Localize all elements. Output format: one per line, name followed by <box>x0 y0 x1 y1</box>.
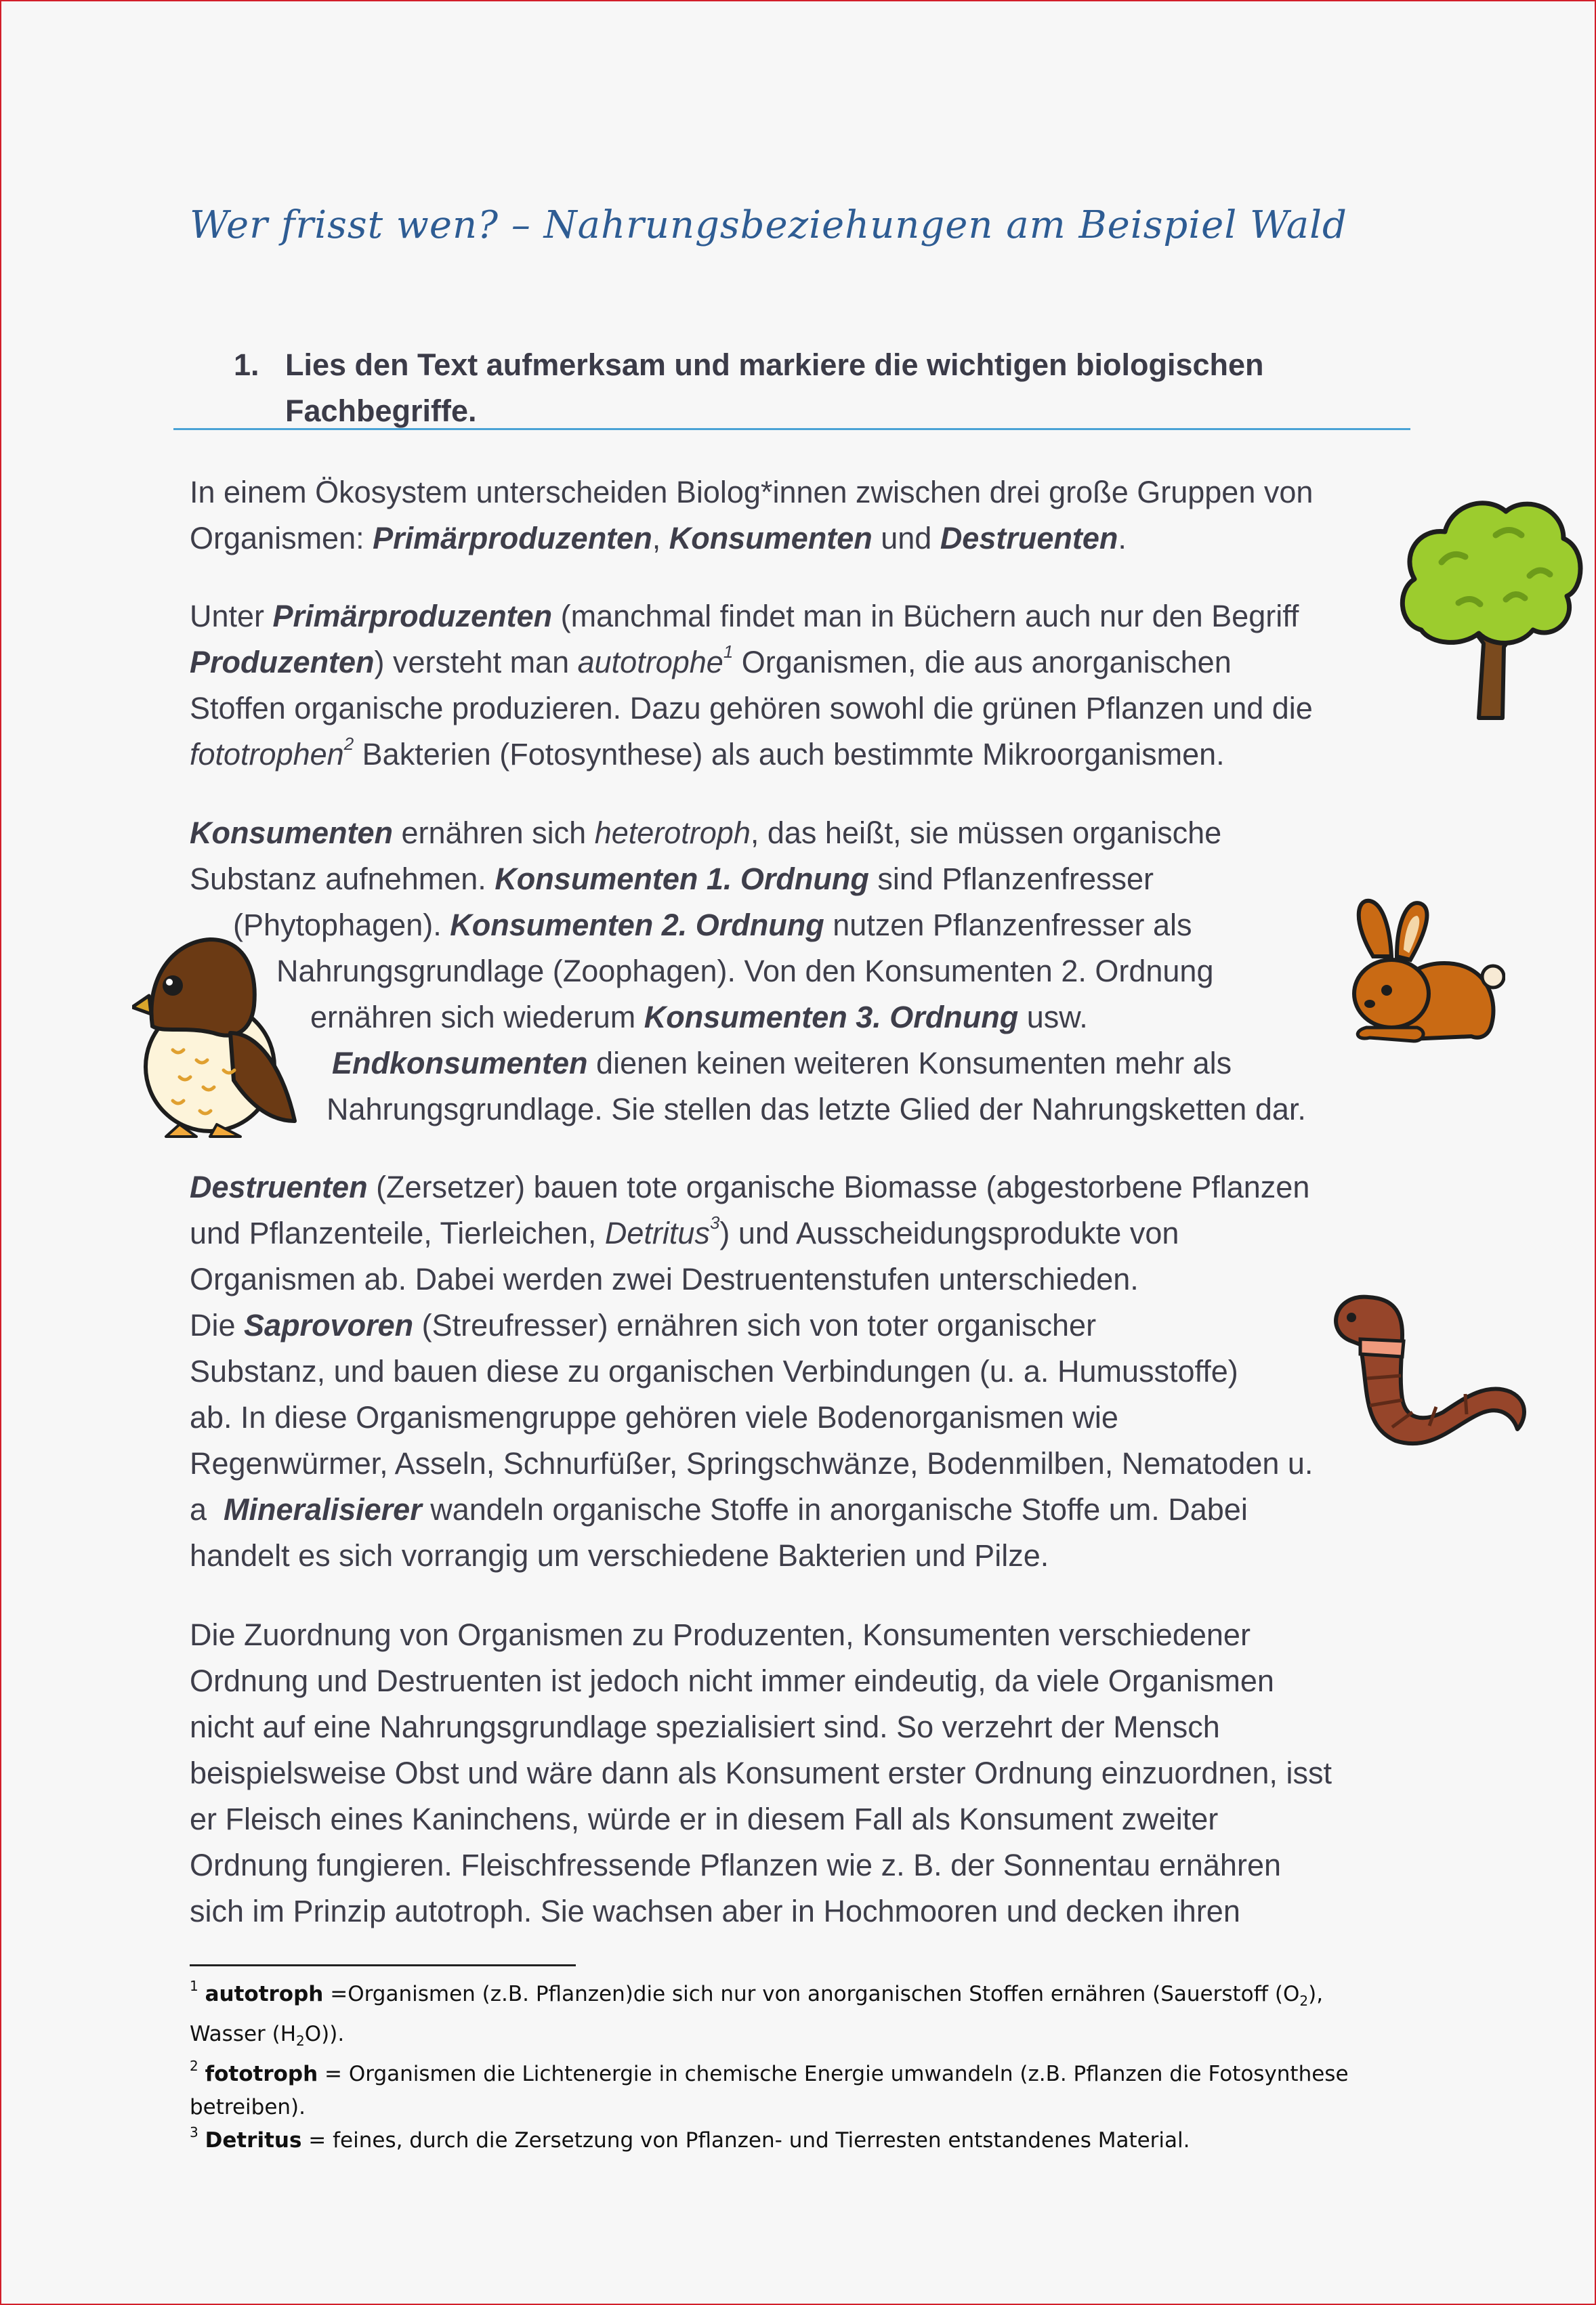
term-primaerproduzenten: Primärproduzenten <box>272 599 553 633</box>
paragraph-groups <box>190 469 1402 562</box>
text-line: Regenwürmer, Asseln, Schnurfüßer, Springschwänze, Bodenmilben, Nematoden u. <box>190 1446 1314 1481</box>
footnote-ref: 2 <box>343 734 354 754</box>
text-line: Substanz, und bauen diese zu organischen Verbindungen (u. a. Humusstoffe) <box>190 1354 1238 1389</box>
task-text <box>285 342 1369 434</box>
footnote-divider <box>190 1964 576 1966</box>
term-konsumenten: Konsumenten <box>190 816 394 850</box>
footnote-ref: 1 <box>723 641 734 662</box>
term-konsumenten-2: Konsumenten 2. Ordnung <box>450 908 824 942</box>
tree-icon <box>1394 488 1584 721</box>
worm-icon <box>1321 1284 1538 1450</box>
text-line: Ordnung fungieren. Fleischfressende Pflanzen wie z. B. der Sonnentau ernähren <box>190 1848 1281 1882</box>
text-line: Organismen ab. Dabei werden zwei Destruentenstufen unterschieden. <box>190 1262 1139 1296</box>
task-line: Fachbegriffe. <box>285 394 477 428</box>
text-line: Die Zuordnung von Organismen zu Produzenten, Konsumenten verschiedener <box>190 1617 1251 1652</box>
text-line: Organismen: Primärproduzenten, Konsumenten und Destruenten. <box>190 521 1127 555</box>
text-line: er Fleisch eines Kaninchens, würde er in diesem Fall als Konsument zweiter <box>190 1802 1219 1836</box>
page-title: Wer frisst wen? – Nahrungsbeziehungen am Beispiel Wald <box>190 203 1347 247</box>
text-line: handelt es sich vorrangig um verschiedene Bakterien und Pilze. <box>190 1538 1049 1573</box>
term-konsumenten: Konsumenten <box>669 521 873 555</box>
paragraph-destruenten <box>190 1164 1402 1579</box>
footnote-1: $^1$ autotroph =Organismen (z.B. Pflanzen)die sich nur von anorganischen Stoffen ernähren (Sauerstoff $(O_2)$, <box>190 1977 1324 2010</box>
term-saprovoren: Saprovoren <box>244 1308 414 1342</box>
footnote-2-cont: betreiben). <box>190 2095 306 2120</box>
text-line: Destruenten (Zersetzer) bauen tote organische Biomasse (abgestorbene Pflanzen <box>190 1170 1310 1204</box>
text-line: a Mineralisierer wandeln organische Stoffe in anorganische Stoffe um. Dabei <box>190 1492 1248 1527</box>
footnote-3: $^3$ Detritus = feines, durch die Zersetzung von Pflanzen- und Tierresten entstandenes Material. <box>190 2124 1190 2153</box>
paragraph-konsumenten <box>190 810 1402 1133</box>
term-primaerproduzenten: Primärproduzenten <box>373 521 652 555</box>
task-number: 1. <box>234 347 259 382</box>
bird-icon <box>132 931 301 1141</box>
term-konsumenten-3: Konsumenten 3. Ordnung <box>644 1000 1019 1034</box>
text-line: Substanz aufnehmen. Konsumenten 1. Ordnung sind Pflanzenfresser <box>190 862 1154 896</box>
text-line: sich im Prinzip autotroph. Sie wachsen aber in Hochmooren und decken ihren <box>190 1894 1240 1928</box>
term-destruenten: Destruenten <box>940 521 1118 555</box>
text-line: und Pflanzenteile, Tierleichen, Detritus$^3$) und Ausscheidungsprodukte von <box>190 1212 1179 1250</box>
text-line: Produzenten) versteht man autotrophe$^1$ Organismen, die aus anorganischen <box>190 641 1232 679</box>
text-line: ernähren sich wiederum Konsumenten 3. Ordnung usw. <box>310 1000 1088 1034</box>
footnote-1-cont: Wasser $(H_2O)$). <box>190 2022 345 2050</box>
term-mineralisierer: Mineralisierer <box>224 1492 422 1527</box>
term-konsumenten-1: Konsumenten 1. Ordnung <box>495 862 869 896</box>
term-endkonsumenten: Endkonsumenten <box>332 1046 588 1080</box>
task-divider <box>173 428 1410 430</box>
term-produzenten: Produzenten <box>190 645 375 679</box>
text-line: Die Saprovoren (Streufresser) ernähren sich von toter organischer <box>190 1308 1097 1342</box>
text-line: Ordnung und Destruenten ist jedoch nicht immer eindeutig, da viele Organismen <box>190 1664 1274 1698</box>
text-line: ab. In diese Organismengruppe gehören viele Bodenorganismen wie <box>190 1400 1118 1435</box>
text-line: fototrophen$^2$ Bakterien (Fotosynthese) als auch bestimmte Mikroorganismen. <box>190 734 1225 771</box>
text-line: beispielsweise Obst und wäre dann als Konsument erster Ordnung einzuordnen, isst <box>190 1756 1332 1790</box>
paragraph-produzenten <box>190 593 1402 778</box>
term-destruenten: Destruenten <box>190 1170 368 1204</box>
footnote-ref: 3 <box>709 1212 720 1233</box>
task-line: Lies den Text aufmerksam und markiere die wichtigen biologischen <box>285 347 1264 382</box>
text-line: nicht auf eine Nahrungsgrundlage spezialisiert sind. So verzehrt der Mensch <box>190 1710 1220 1744</box>
footnote-2: $^2$ fototroph = Organismen die Lichtenergie in chemische Energie umwandeln (z.B. Pflanzen die Fotosynthese <box>190 2058 1349 2087</box>
paragraph-zuordnung <box>190 1612 1402 1934</box>
text-line: (Phytophagen). Konsumenten 2. Ordnung nutzen Pflanzenfresser als <box>233 908 1192 942</box>
text-line: Stoffen organische produzieren. Dazu gehören sowohl die grünen Pflanzen und die <box>190 691 1313 725</box>
text-line: Endkonsumenten dienen keinen weiteren Konsumenten mehr als <box>332 1046 1232 1080</box>
text-line: Nahrungsgrundlage (Zoophagen). Von den Konsumenten 2. Ordnung <box>276 954 1214 988</box>
text-line: In einem Ökosystem unterscheiden Biolog*innen zwischen drei große Gruppen von <box>190 475 1314 509</box>
text-line: Konsumenten ernähren sich heterotroph, das heißt, sie müssen organische <box>190 816 1222 850</box>
rabbit-icon <box>1343 895 1505 1051</box>
footnotes <box>190 1978 1395 2157</box>
text-line: Unter Primärproduzenten (manchmal findet man in Büchern auch nur den Begriff <box>190 599 1299 633</box>
text-line: Nahrungsgrundlage. Sie stellen das letzte Glied der Nahrungsketten dar. <box>327 1092 1306 1126</box>
